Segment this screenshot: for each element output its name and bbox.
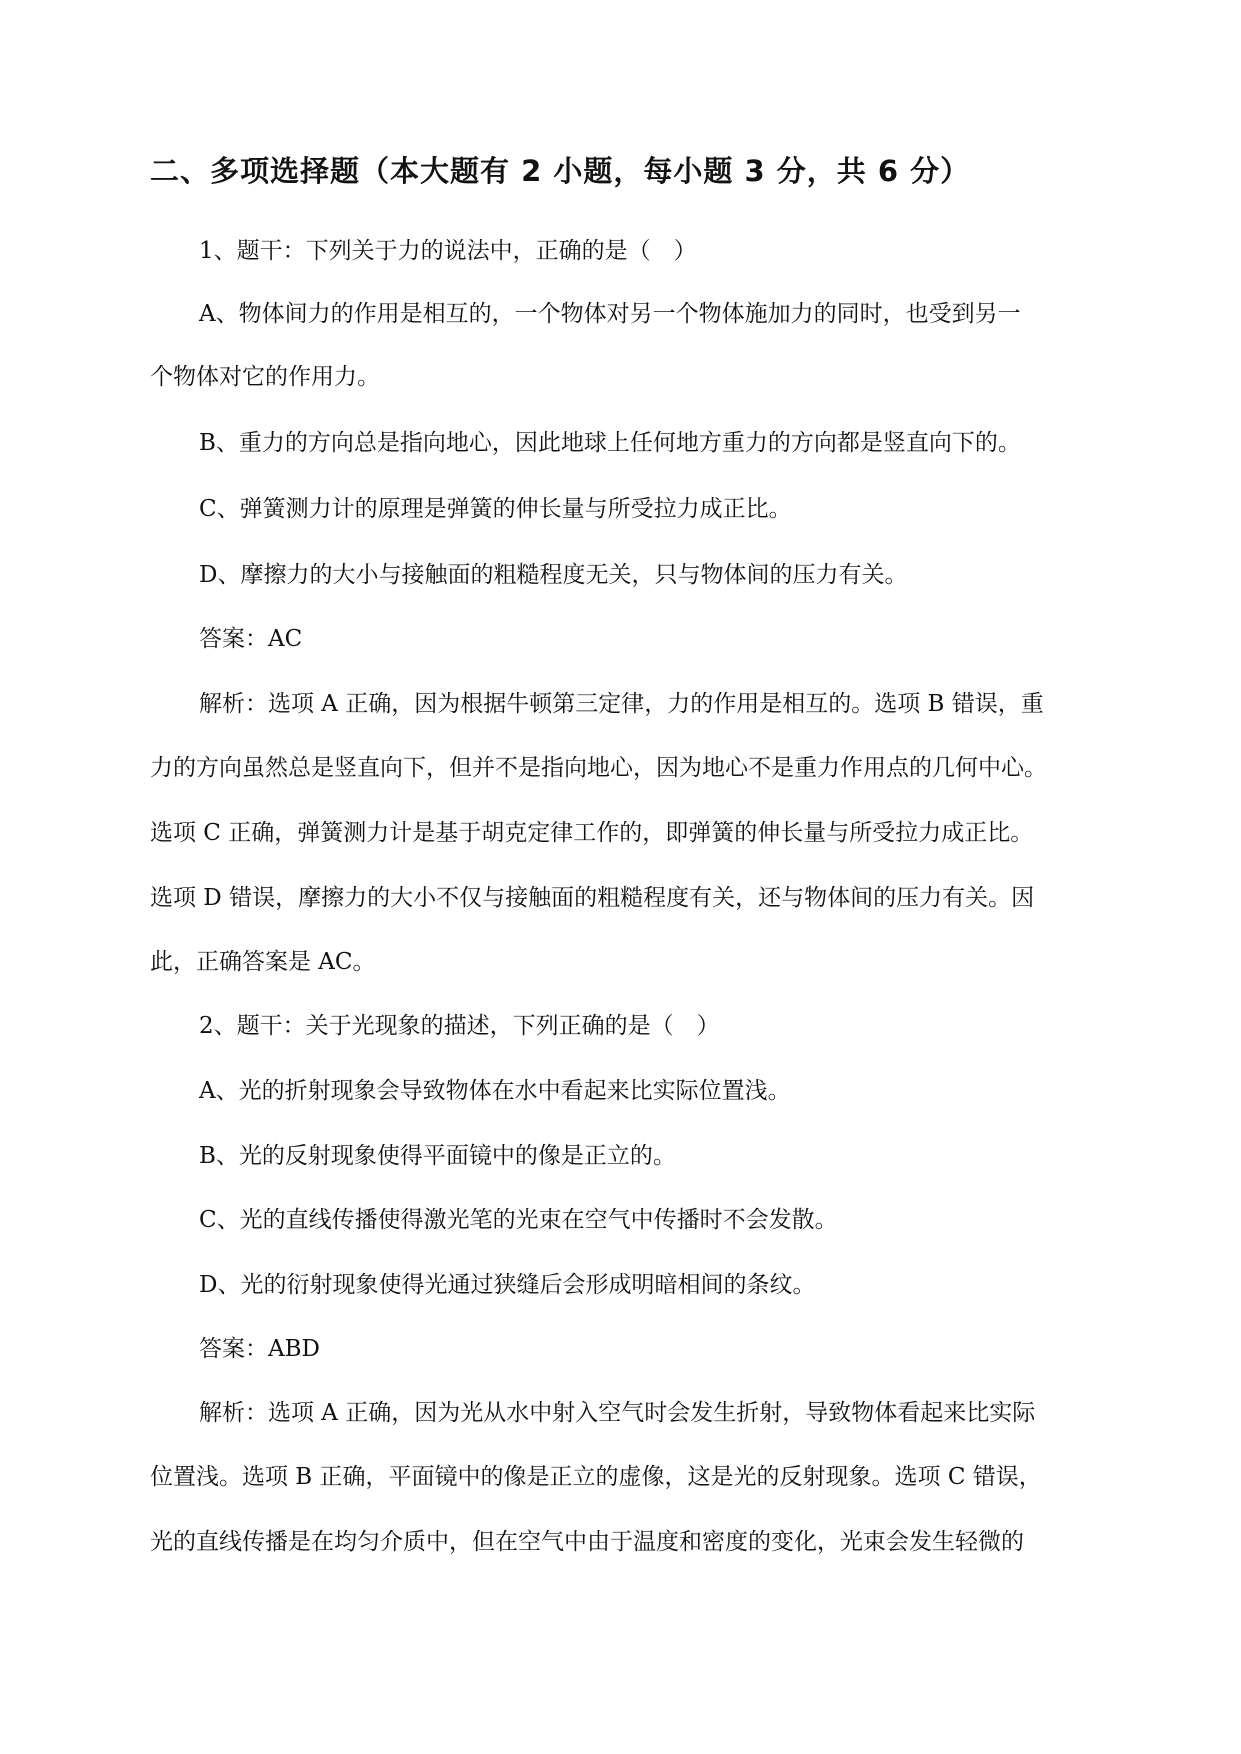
question-2-option-b: B、光的反射现象使得平面镜中的像是正立的。: [199, 1143, 676, 1169]
question-2-answer: 答案：ABD: [199, 1336, 320, 1362]
question-2-explanation: 解析：选项 A 正确，因为光从水中射入空气时会发生折射，导致物体看起来比实际: [199, 1400, 1036, 1426]
question-2-option-d: D、光的衍射现象使得光通过狭缝后会形成明暗相间的条纹。: [199, 1272, 816, 1298]
question-1-option-b: B、重力的方向总是指向地心，因此地球上任何地方重力的方向都是竖直向下的。: [199, 430, 1021, 456]
section-title: 二、多项选择题（本大题有 2 小题，每小题 3 分，共 6 分）: [150, 154, 971, 188]
question-2-option-a: A、光的折射现象会导致物体在水中看起来比实际位置浅。: [199, 1078, 791, 1104]
question-1-explanation-line-4: 选项 D 错误，摩擦力的大小不仅与接触面的粗糙程度有关，还与物体间的压力有关。因: [150, 885, 1035, 911]
question-2-explanation-line-2: 位置浅。选项 B 正确，平面镜中的像是正立的虚像，这是光的反射现象。选项 C 错误，: [150, 1464, 1042, 1490]
question-2-option-c: C、光的直线传播使得激光笔的光束在空气中传播时不会发散。: [199, 1207, 838, 1233]
question-1-option-c: C、弹簧测力计的原理是弹簧的伸长量与所受拉力成正比。: [199, 496, 792, 522]
question-2-stem: 2、题干：关于光现象的描述，下列正确的是（ ）: [199, 1013, 720, 1039]
question-2-explanation-line-3: 光的直线传播是在均匀介质中，但在空气中由于温度和密度的变化，光束会发生轻微的: [150, 1529, 1024, 1555]
question-1-explanation-line-5: 此，正确答案是 AC。: [150, 949, 376, 975]
question-1-explanation-line-3: 选项 C 正确，弹簧测力计是基于胡克定律工作的，即弹簧的伸长量与所受拉力成正比。: [150, 820, 1034, 846]
question-1-stem: 1、题干：下列关于力的说法中，正确的是（ ）: [199, 238, 697, 264]
question-1-option-a: A、物体间力的作用是相互的，一个物体对另一个物体施加力的同时，也受到另一: [199, 301, 1021, 327]
question-1-explanation: 解析：选项 A 正确，因为根据牛顿第三定律，力的作用是相互的。选项 B 错误，重: [199, 691, 1044, 717]
question-1-answer: 答案：AC: [199, 626, 303, 652]
question-1-explanation-line-2: 力的方向虽然总是竖直向下，但并不是指向地心，因为地心不是重力作用点的几何中心。: [150, 755, 1047, 781]
question-1-option-d: D、摩擦力的大小与接触面的粗糙程度无关，只与物体间的压力有关。: [199, 562, 908, 588]
question-1-option-a-cont: 个物体对它的作用力。: [150, 364, 380, 390]
